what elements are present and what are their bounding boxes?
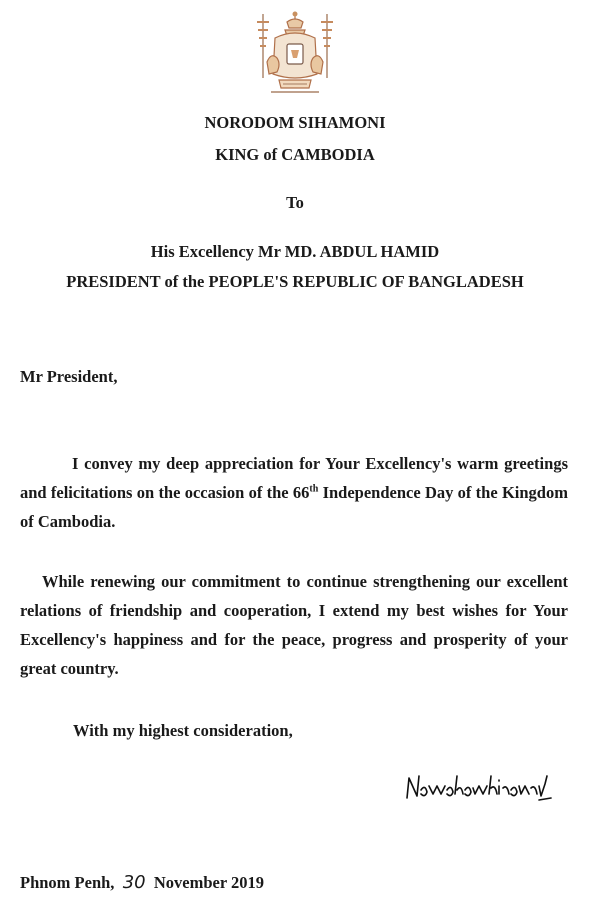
- ordinal-suffix: th: [309, 483, 319, 495]
- body-paragraph-2: While renewing our commitment to continue strengthening our excellent relations of friendship and cooperation, I extend my best wishes for Your Excellency's happiness and for the peace, progress and prosperity of your great country.: [20, 572, 568, 678]
- body-paragraph-1-text-a: I convey my deep appreciation for Your Excellency's warm greetings and felicitations on the occasion of the 66: [20, 454, 568, 502]
- dateline: [20, 872, 264, 893]
- to-label: To: [286, 193, 304, 212]
- royal-coat-of-arms-emblem: [253, 8, 337, 100]
- body-paragraph-1: [20, 449, 568, 536]
- body-paragraph-1-text-b: Independence Day of the Kingdom of Cambodia.: [20, 483, 568, 531]
- month-year: November 2019: [153, 873, 264, 892]
- recipient-name: His Excellency Mr MD. ABDUL HAMID: [150, 242, 440, 261]
- signature-image: [403, 772, 553, 806]
- handwritten-day: 30: [122, 872, 146, 893]
- salutation: Mr President,: [20, 367, 118, 386]
- place: Phnom Penh,: [20, 873, 115, 892]
- recipient-title: PRESIDENT of the PEOPLE'S REPUBLIC OF BANGLADESH: [66, 272, 524, 291]
- closing-line: With my highest consideration,: [73, 721, 293, 740]
- sender-name: NORODOM SIHAMONI: [204, 113, 386, 132]
- sender-title: KING of CAMBODIA: [215, 145, 375, 164]
